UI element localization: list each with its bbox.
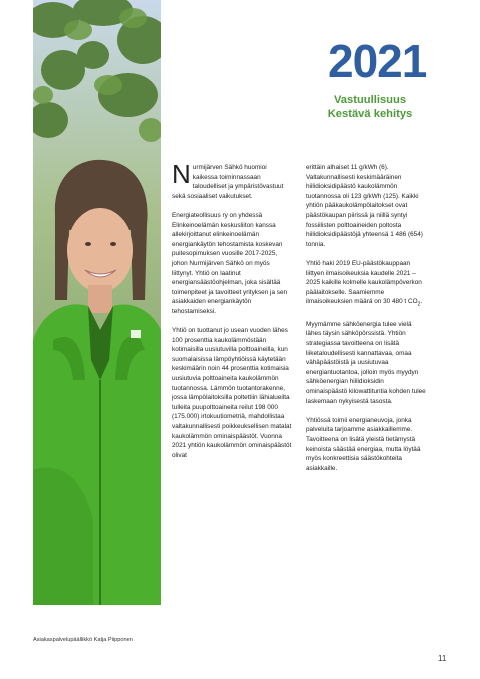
photo-caption: Asiakaspalvelupäällikkö Katja Piipponen [33, 637, 133, 643]
dropcap: N [172, 159, 191, 189]
paragraph-text: urmijärven Sähkö huomioi kaikessa toiminnassaan taloudelliset ja ympäristövastuut sekä sosiaaliset vaikutukset. [172, 164, 284, 200]
kicker-line-2: Kestävä kehitys [327, 108, 413, 120]
paragraph: Myymämme sähköenergia tulee vielä lähes täysin sähköpörssistä. Yhtiön strategiassa tavoitteena on lisätä liiketaloudellisesti kannattavaa, omaa vähäpäästöistä ja uusiutuvaa energiantuotantoa, jolloin myös myydyn sähköenergian hiilidioksidin ominaispäästö kilowattituntia kohden tulee laskemaan nykyisestä tasosta. [306, 320, 426, 405]
paragraph: erittäin alhaiset 11 g/kWh (6). Valtakunnallisesti keskimääräinen hiilidioksidipäästö kaukolämmön tuotannossa oli 123 g/kWh (125). Kaikki yhtiön pääkaukolämpölaitokset ovat päästökaupan piirissä ja niillä syntyi fossiilisten polttoaineiden poltosta hiilidioksidipäästöjä yhteensä 1 486 (654) tonnia. [306, 164, 423, 248]
text-column-2 [306, 163, 426, 483]
page-number: 11 [438, 654, 447, 663]
subscript: 2 [417, 301, 421, 308]
paragraph [172, 159, 292, 201]
paragraph-text: Yhtiö haki 2019 EU-päästökauppaan liittyen ilmaisoikeuksia kaudelle 2021 – 2025 kaikille kolmelle kaukolämpöverkon päälaitokselle. Saamiemme ilmaisoikeuksien määrä on 30 480 t CO [306, 259, 422, 306]
paragraph [306, 259, 426, 310]
portrait-photo [33, 0, 161, 605]
kicker-line-1: Vastuullisuus [333, 94, 407, 106]
paragraph: Yhtiö on tuottanut jo usean vuoden lähes 100 prosenttia kaukolämmöstään kotimaisilla uusiutuvilla polttoaineilla, kun suomalaisissa lämpöyhtiöissä käytetään keskimäärin noin 44 prosenttia kotimaisia uusiutuvia polttoaineita kaukolämmön tuotannossa. Lämmön tuotantorakenne, jossa lämpölaitoksilla poltettiin lähialueilta tulleita puupolttoaineita reilut 198 000 (175.000) irtokuutiometriä, mahdollistaa valtakunnallisesti poikkeuksellisen matalat kaukolämmön ominaispäästöt. Vuonna 2021 yhtiön kaukolämmön ominaispäästöt olivat [172, 327, 292, 459]
paragraph: Yhtiössä toimii energianeuvoja, jonka palveluita tarjoamme asiakkaillemme. Tavoitteena on lisätä yleistä tietämystä keinoista säästää energiaa, mutta löytää myös konkreettisia säästökohteita asiakkaille. [306, 416, 421, 472]
year-heading: 2021 [328, 35, 427, 87]
paragraph: Energiateollisuus ry on yhdessä Elinkeinoelämän keskusliiton kanssa allekirjoittanut elinkeinoelämän energiankäytön tehostamista koskevan puitesopimuksen vuosille 2017-2025, johon Nurmijärven Sähkö on myös liittynyt. Yhtiö on laatinut energiansäästöohjelman, joka sisältää toimenpiteet ja tavoitteet yrityksen ja sen asiakkaiden energiankäytön tehostamiseksi. [172, 211, 288, 315]
section-kicker [300, 93, 440, 121]
paragraph-end: . [420, 298, 423, 306]
text-column-1 [172, 159, 292, 470]
portrait-illustration [33, 0, 161, 605]
